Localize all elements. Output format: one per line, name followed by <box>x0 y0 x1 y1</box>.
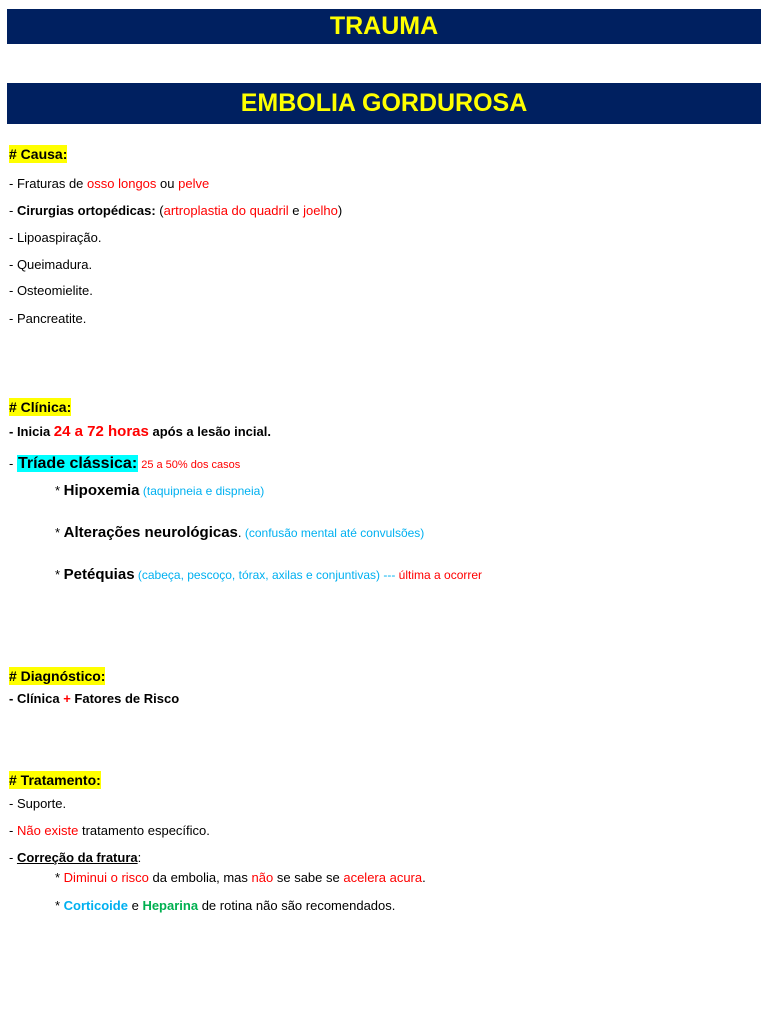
tratamento-heading: # Tratamento: <box>9 772 101 788</box>
text-bold: Petéquias <box>63 566 135 583</box>
text: - <box>9 456 17 471</box>
triade-item-3 <box>55 566 482 583</box>
text-bold: Alterações neurológicas <box>63 524 238 541</box>
causa-line-1 <box>9 176 209 191</box>
page-title: TRAUMA <box>329 12 439 40</box>
text-bold: Fatores de Risco <box>70 691 180 706</box>
text-green-bold: Heparina <box>142 898 199 913</box>
text: - <box>9 203 17 218</box>
diagnostico-heading: # Diagnóstico: <box>9 668 106 684</box>
text-blue: (confusão mental até convulsões) <box>241 526 425 540</box>
causa-line-2 <box>9 203 342 218</box>
clinica-line-2 <box>9 455 240 473</box>
text-red: osso longos <box>87 176 157 191</box>
text-red: artroplastia do quadril <box>163 203 289 218</box>
text-blue: (taquipneia e dispneia) <box>139 484 265 498</box>
causa-heading: # Causa: <box>9 146 68 162</box>
text: * <box>55 898 64 913</box>
diagnostico-heading-line <box>9 668 105 684</box>
clinica-heading: # Clínica: <box>9 399 72 415</box>
tratamento-line-1: - Suporte. <box>9 796 67 811</box>
text-red: Diminui o risco <box>63 870 149 885</box>
text: da embolia, mas <box>148 870 252 885</box>
text-red: joelho <box>303 203 338 218</box>
text: * <box>55 567 64 582</box>
text: . <box>422 870 426 885</box>
causa-line-6: - Pancreatite. <box>9 311 87 326</box>
text: ou <box>156 176 179 191</box>
causa-line-4: - Queimadura. <box>9 257 93 272</box>
text-bold: Hipoxemia <box>63 482 140 499</box>
clinica-line-1 <box>9 423 271 440</box>
text-red: pelve <box>178 176 210 191</box>
text-red: não <box>251 870 274 885</box>
triade-highlight: Tríade clássica: <box>17 455 138 472</box>
text: ( <box>155 203 164 218</box>
text-red: Não existe <box>16 823 79 838</box>
text: de rotina não são recomendados. <box>198 898 396 913</box>
text: * <box>55 525 64 540</box>
text: : <box>137 850 142 865</box>
text-blue-bold: Corticoide <box>63 898 128 913</box>
text-bold: após a lesão incial. <box>148 424 271 439</box>
text-red: última a ocorrer <box>398 568 483 582</box>
text: - <box>9 823 17 838</box>
text-underlined: Correção da fratura <box>16 850 138 865</box>
title-banner <box>7 9 761 44</box>
text-bold: Cirurgias ortopédicas: <box>16 203 156 218</box>
text: e <box>288 203 304 218</box>
text-red-small: 25 a 50% dos casos <box>138 459 241 471</box>
text: ) <box>337 203 343 218</box>
tratamento-heading-line <box>9 772 101 788</box>
subtitle-banner <box>7 83 761 124</box>
text: - Fraturas de <box>9 176 88 191</box>
causa-line-5: - Osteomielite. <box>9 283 93 298</box>
text-bold: - Inicia <box>9 424 54 439</box>
tratamento-sub-2 <box>55 898 395 913</box>
text: tratamento específico. <box>78 823 210 838</box>
text-bold: - Clínica <box>9 691 64 706</box>
diagnostico-line-1 <box>9 691 179 706</box>
text-blue: (cabeça, pescoço, tórax, axilas e conjuntivas) --- <box>134 568 399 582</box>
tratamento-line-2 <box>9 823 210 838</box>
tratamento-line-3 <box>9 850 141 865</box>
text: e <box>127 898 143 913</box>
text: * <box>55 870 64 885</box>
text: * <box>55 483 64 498</box>
page-subtitle: EMBOLIA GORDUROSA <box>240 89 528 117</box>
text-red: + <box>63 691 71 706</box>
text-red: acelera acura <box>343 870 423 885</box>
triade-item-1 <box>55 482 264 499</box>
causa-heading-line <box>9 146 67 162</box>
text: se sabe se <box>273 870 344 885</box>
text: . <box>237 525 242 540</box>
causa-line-3: - Lipoaspiração. <box>9 230 102 245</box>
clinica-heading-line <box>9 399 71 415</box>
triade-item-2 <box>55 524 424 541</box>
tratamento-sub-1 <box>55 870 426 885</box>
text-red-big: 24 a 72 horas <box>53 423 149 440</box>
text: - <box>9 850 17 865</box>
